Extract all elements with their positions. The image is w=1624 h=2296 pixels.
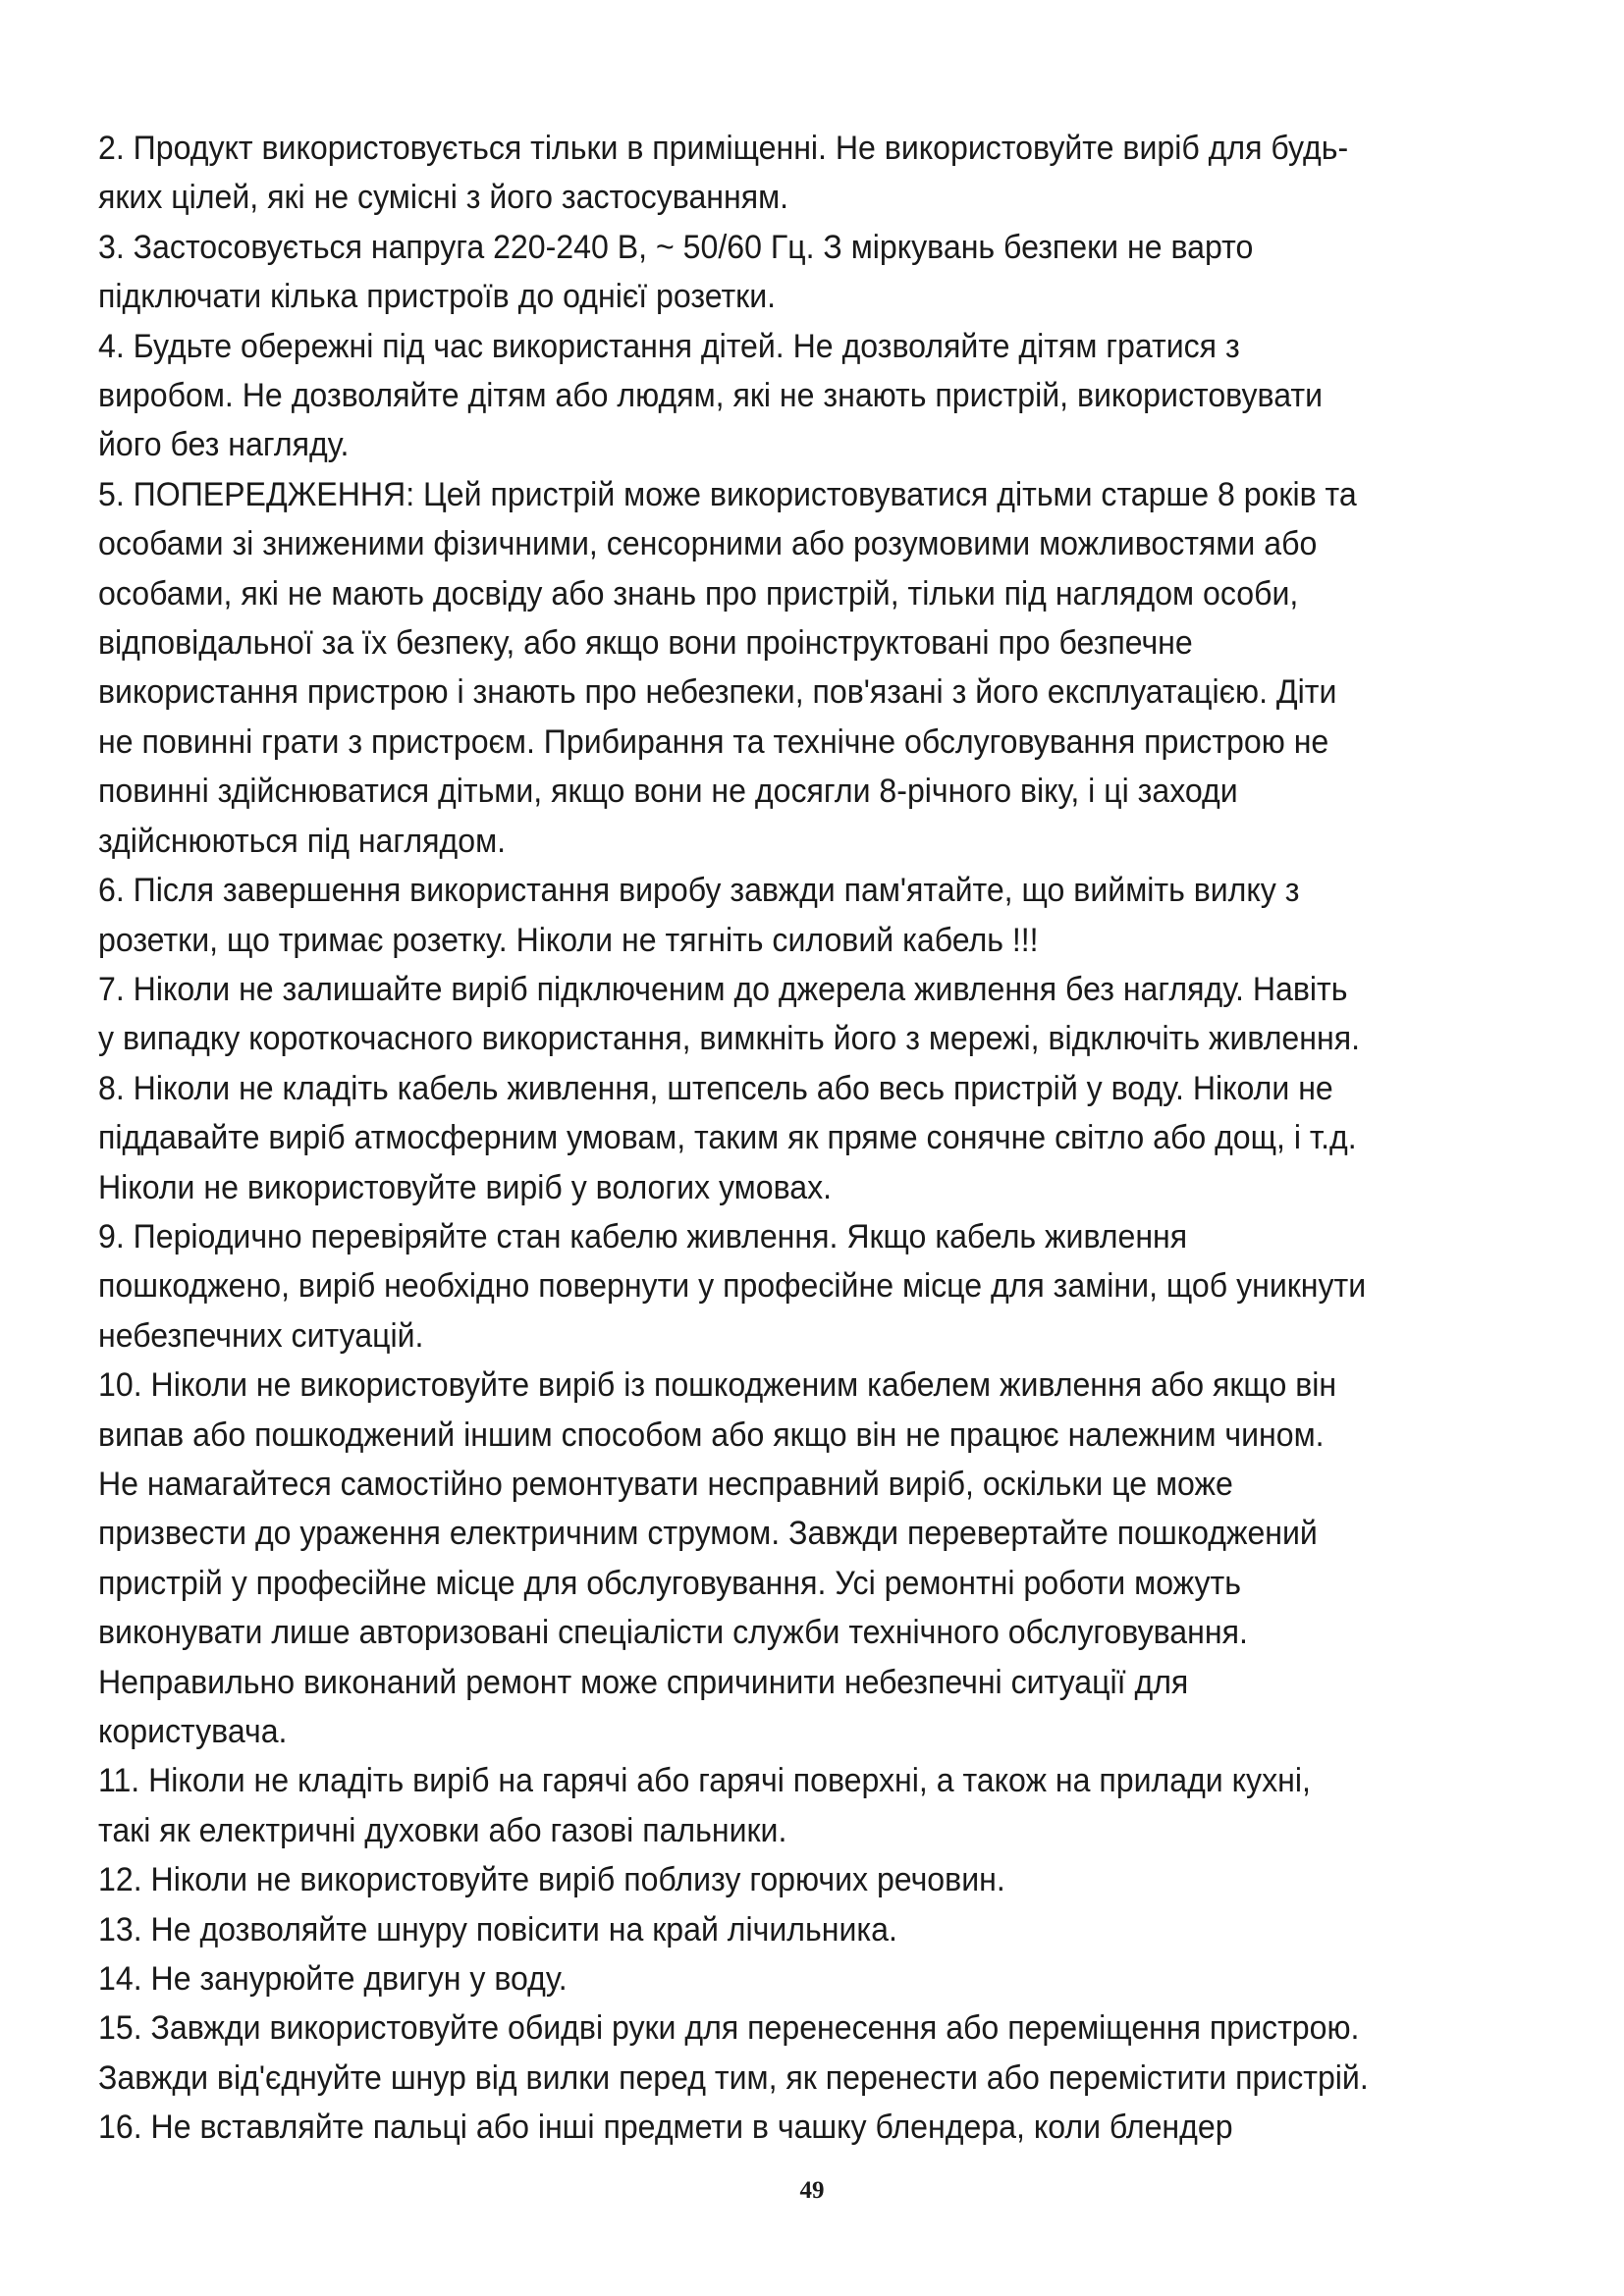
text-line: у випадку короткочасного використання, вимкніть його з мережі, відключіть живлення.	[98, 1020, 1360, 1058]
instruction-item-16	[98, 2103, 1547, 2152]
instruction-item-5-warning	[98, 470, 1547, 866]
text-line: відповідальної за їх безпеку, або якщо вони проінструктовані про безпечне	[98, 624, 1193, 663]
text-line: його без нагляду.	[98, 426, 350, 464]
instruction-item-11	[98, 1756, 1547, 1855]
text-line: 8. Ніколи не кладіть кабель живлення, штепсель або весь пристрій у воду. Ніколи не	[98, 1069, 1333, 1107]
text-line: підключати кілька пристроїв до однієї розетки.	[98, 278, 777, 316]
instruction-item-15	[98, 2003, 1547, 2103]
instruction-text-body	[98, 124, 1547, 2153]
text-line: виконувати лише авторизовані спеціалісти служби технічного обслуговування.	[98, 1614, 1248, 1652]
text-line: 16. Не вставляйте пальці або інші предмети в чашку блендера, коли блендер	[98, 2109, 1233, 2147]
text-line: випав або пошкоджений іншим способом або якщо він не працює належним чином.	[98, 1415, 1325, 1454]
text-line: 2. Продукт використовується тільки в приміщенні. Не використовуйте виріб для будь-	[98, 130, 1349, 167]
instruction-item-13	[98, 1905, 1547, 1954]
text-line: здійснюються під наглядом.	[98, 822, 507, 860]
instruction-item-14	[98, 1954, 1547, 2003]
text-line: 5. ПОПЕРЕДЖЕННЯ: Цей пристрій може використовуватися дітьми старше 8 років та	[98, 475, 1357, 513]
text-line: небезпечних ситуацій.	[98, 1316, 424, 1355]
text-line: 10. Ніколи не використовуйте виріб із пошкодженим кабелем живлення або якщо він	[98, 1366, 1337, 1405]
text-line: особами, які не мають досвіду або знань про пристрій, тільки під наглядом особи,	[98, 574, 1299, 613]
instruction-item-12	[98, 1855, 1547, 1904]
text-line: 12. Ніколи не використовуйте виріб поблизу горючих речовин.	[98, 1861, 1005, 1899]
text-line: розетки, що тримає розетку. Ніколи не тягніть силовий кабель !!!	[98, 921, 1039, 959]
text-line: призвести до ураження електричним струмом. Завжди перевертайте пошкоджений	[98, 1515, 1318, 1553]
instruction-item-7	[98, 965, 1547, 1064]
text-line: піддавайте виріб атмосферним умовам, таким як пряме сонячне світло або дощ, і т.д.	[98, 1119, 1357, 1157]
text-line: 11. Ніколи не кладіть виріб на гарячі або гарячі поверхні, а також на прилади кухні,	[98, 1762, 1311, 1800]
text-line: користувача.	[98, 1713, 288, 1750]
instruction-item-9	[98, 1212, 1547, 1361]
instruction-item-2	[98, 124, 1547, 223]
text-line: 15. Завжди використовуйте обидві руки для перенесення або переміщення пристрою.	[98, 2009, 1360, 2048]
text-line: яких цілей, які не сумісні з його застосуванням.	[98, 179, 789, 217]
text-line: Неправильно виконаний ремонт може спричинити небезпечні ситуації для	[98, 1663, 1189, 1701]
text-line: 14. Не занурюйте двигун у воду.	[98, 1960, 568, 1999]
text-line: виробом. Не дозволяйте дітям або людям, які не знають пристрій, використовувати	[98, 377, 1323, 415]
text-line: 3. Застосовується напруга 220-240 В, ~ 50/60 Гц. З міркувань безпеки не варто	[98, 228, 1254, 266]
text-line: пошкоджено, виріб необхідно повернути у професійне місце для заміни, щоб уникнути	[98, 1267, 1367, 1306]
text-line: 13. Не дозволяйте шнуру повісити на край лічильника.	[98, 1910, 897, 1949]
text-line: повинні здійснюватися дітьми, якщо вони не досягли 8-річного віку, і ці заходи	[98, 773, 1238, 811]
instruction-item-3	[98, 223, 1547, 322]
instruction-item-6	[98, 866, 1547, 965]
text-line: 4. Будьте обережні під час використання дітей. Не дозволяйте дітям гратися з	[98, 327, 1240, 365]
text-line: Ніколи не використовуйте виріб у вологих умовах.	[98, 1168, 833, 1206]
instruction-item-8	[98, 1064, 1547, 1212]
instruction-item-10	[98, 1361, 1547, 1756]
text-line: Завжди від'єднуйте шнур від вилки перед тим, як перенести або перемістити пристрій.	[98, 2058, 1369, 2097]
text-line: пристрій у професійне місце для обслуговування. Усі ремонтні роботи можуть	[98, 1564, 1241, 1602]
text-line: Не намагайтеся самостійно ремонтувати несправний виріб, оскільки це може	[98, 1465, 1233, 1503]
text-line: використання пристрою і знають про небезпеки, пов'язані з його експлуатацією. Діти	[98, 673, 1337, 712]
text-line: особами зі зниженими фізичними, сенсорними або розумовими можливостями або	[98, 525, 1318, 563]
page-number: 49	[799, 2177, 825, 2204]
text-line: 7. Ніколи не залишайте виріб підключеним до джерела живлення без нагляду. Навіть	[98, 970, 1348, 1008]
text-line: 6. Після завершення використання виробу завжди пам'ятайте, що вийміть вилку з	[98, 872, 1300, 910]
text-line: такі як електричні духовки або газові пальники.	[98, 1811, 787, 1849]
text-line: не повинні грати з пристроєм. Прибирання та технічне обслуговування пристрою не	[98, 722, 1329, 761]
instruction-item-4	[98, 322, 1547, 470]
text-line: 9. Періодично перевіряйте стан кабелю живлення. Якщо кабель живлення	[98, 1217, 1188, 1255]
